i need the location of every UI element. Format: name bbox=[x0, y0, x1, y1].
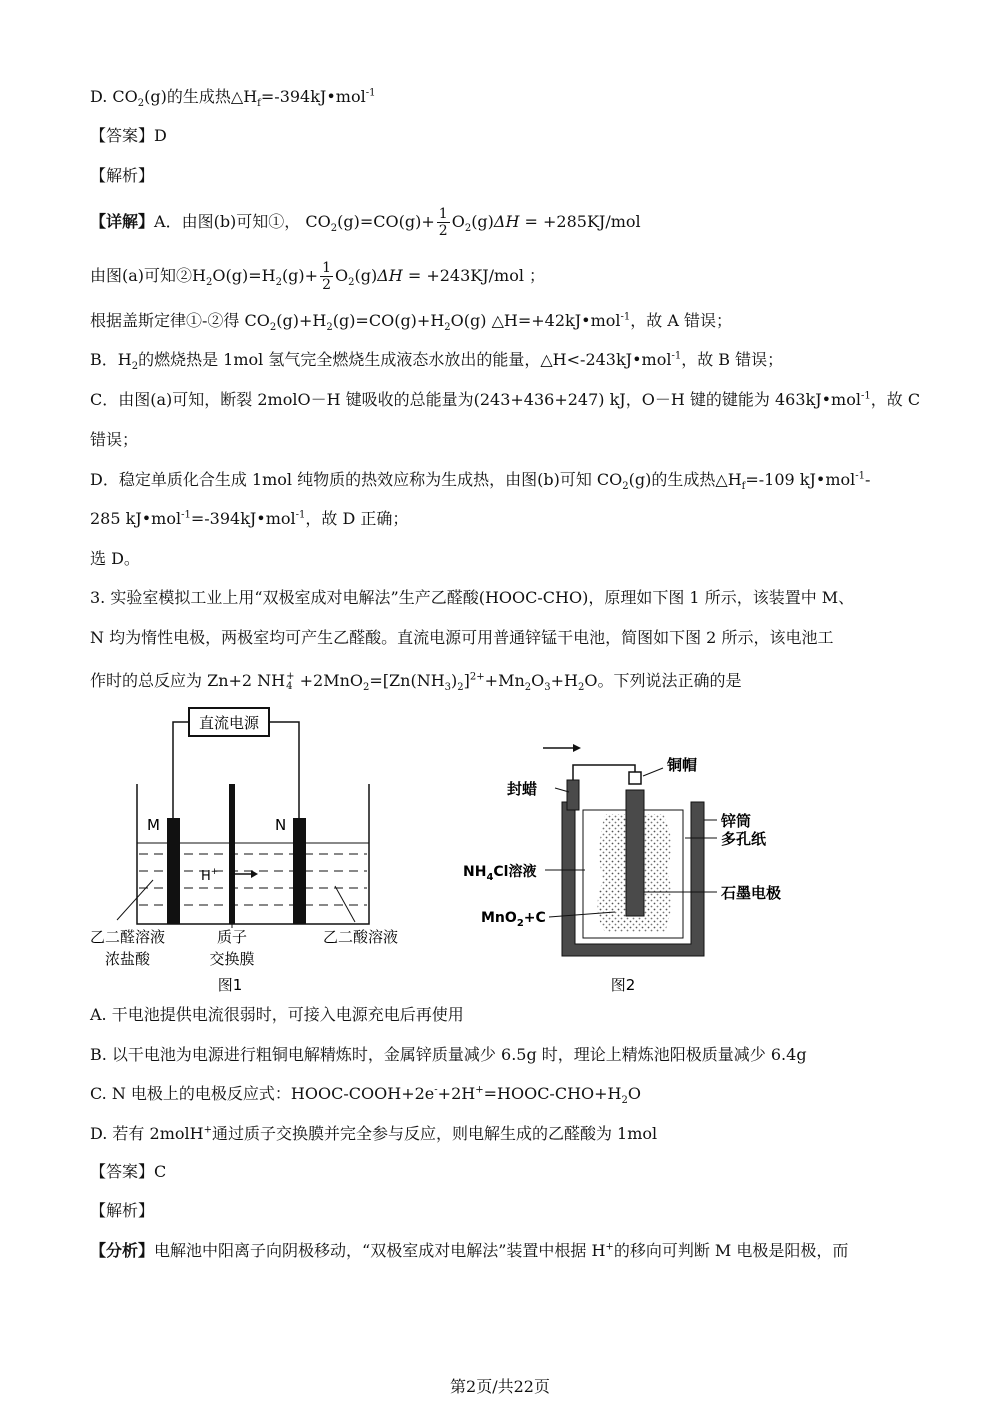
left-wire bbox=[173, 722, 189, 818]
fraction-half: $\frac{1}{2}$ bbox=[322, 260, 331, 293]
label-porous-paper: 多孔纸 bbox=[721, 830, 767, 848]
figure-2-dry-cell-diagram bbox=[455, 740, 815, 1000]
leader-cap bbox=[643, 768, 663, 776]
label-graphite: 石墨电极 bbox=[721, 884, 782, 902]
electrode-n bbox=[293, 818, 306, 924]
proton-exchange-membrane bbox=[229, 784, 235, 924]
label-nh4cl: $NH_4Cl$溶液 bbox=[463, 864, 537, 883]
option-c: C. N 电极上的电极反应式：HOOC-$COOH+2e^-+2H^+=HOOC-CHO+H_2O$ bbox=[90, 1084, 642, 1107]
option-a: A. 干电池提供电流很弱时，可接入电源充电后再使用 bbox=[90, 1005, 464, 1024]
option-d: D. 若有 2molH+通过质子交换膜并完全参与反应，则电解生成的乙醛酸为 1mol bbox=[90, 1124, 658, 1143]
label-wax: 封蜡 bbox=[507, 780, 538, 798]
electrode-m bbox=[167, 818, 180, 924]
detail-a-line3: 根据盖斯定律①-②得 $CO_2(g)+H_2(g)=CO(g)+H_2O(g)$ △H=+42kJ•mol$^{-1}$，故 A 错误； bbox=[90, 311, 732, 334]
power-supply-label: 直流电源 bbox=[198, 714, 260, 732]
page-footer: 第2页/共22页 bbox=[450, 1377, 550, 1396]
detail-b: B．$H_2$的燃烧热是 1mol 氢气完全燃烧生成液态水放出的能量，△H<-243kJ•mol$^{-1}$，故 B 错误； bbox=[90, 350, 784, 373]
label-right-solution: 乙二酸溶液 bbox=[323, 928, 399, 946]
label-mno2: MnO$_2$+C bbox=[481, 910, 546, 929]
label-left-solution: 乙二醛溶液 bbox=[90, 928, 166, 946]
leader-left bbox=[117, 880, 153, 920]
answer-1: 【答案】D bbox=[90, 126, 167, 145]
question-3-line2: N 均为惰性电极，两极室均可产生乙醛酸。直流电源可用普通锌锰干电池，简图如下图 2 所示，该电池工 bbox=[90, 628, 834, 647]
detail-a-line2: 由图(a)可知$②H_2O(g)=H_2(g)+$ $\frac{1}{2}$ $O_2(g)\Delta H = +243KJ/mol$ ； bbox=[90, 260, 546, 293]
detail-c-line1: C．由图(a)可知，断裂 2molO－H 键吸收的总能量为(243+436+247) kJ，O－H 键的键能为 463kJ•mol$^{-1}$，故 C bbox=[90, 390, 921, 409]
label-membrane-2: 交换膜 bbox=[209, 950, 255, 968]
label-m: M bbox=[147, 816, 160, 834]
detail-d-line1: D．稳定单质化合生成 1mol 纯物质的热效应称为生成热，由图(b)可知 $CO_2(g)$的生成热$\triangle H_f=-109$ kJ•mol$^{-1}$- bbox=[90, 470, 871, 493]
detail-c-line2: 错误； bbox=[90, 430, 139, 449]
analyze-paragraph: 【分析】电解池中阳离子向阴极移动，“双极室成对电解法”装置中根据 H+的移向可判断 M 电极是阳极，而 bbox=[90, 1241, 849, 1260]
current-arrowhead bbox=[573, 744, 581, 752]
h-plus-arrowhead bbox=[251, 870, 258, 878]
nh4-ion-index: + 4 bbox=[286, 670, 295, 692]
label-hcl: 浓盐酸 bbox=[105, 950, 151, 968]
analysis-2: 【解析】 bbox=[90, 1201, 155, 1220]
answer-2: 【答案】C bbox=[90, 1162, 167, 1181]
prev-option-d: D. $CO_2(g)$的生成热$\triangle H_f=-394kJ•mol^{-1}$ bbox=[90, 87, 376, 110]
label-zinc-can: 锌筒 bbox=[721, 812, 752, 830]
right-wire bbox=[269, 722, 299, 818]
label-h-plus: H+ bbox=[201, 867, 219, 884]
graphite-rod bbox=[626, 790, 644, 916]
label-n: N bbox=[275, 816, 287, 834]
analysis-1: 【解析】 bbox=[90, 166, 155, 185]
option-b: B. 以干电池为电源进行粗铜电解精炼时，金属锌质量减少 6.5g 时，理论上精炼池阳极质量减少 6.4g bbox=[90, 1045, 807, 1064]
leader-right bbox=[335, 886, 355, 922]
fraction-half: $\frac{1}{2}$ bbox=[438, 206, 448, 239]
figure-1-electrolysis-diagram bbox=[85, 700, 425, 1000]
detail-a-line1: 【详解】A．由图(b)可知①， $CO_2(g)=CO(g)+$ $\frac{1}{2}$ $O_2(g)\Delta H = +285KJ/mol$ bbox=[90, 206, 641, 239]
question-3-line3: 作时的总反应为 Zn+2 NH + 4 $+2MnO_2=[Zn(NH_3)_2]^{2+}+Mn_2O_3+H_2O$。下列说法正确的是 bbox=[90, 670, 742, 694]
wax-seal bbox=[567, 780, 579, 810]
detail-select: 选 D。 bbox=[90, 549, 140, 568]
external-wire bbox=[573, 765, 635, 780]
label-copper-cap: 铜帽 bbox=[667, 756, 698, 774]
figure-2-caption: 图2 bbox=[610, 976, 636, 994]
question-3-line1: 3. 实验室模拟工业上用“双极室成对电解法”生产乙醛酸(HOOC-CHO)，原理如下图 1 所示，该装置中 M、 bbox=[90, 588, 855, 607]
label-membrane-1: 质子 bbox=[216, 928, 248, 946]
copper-cap bbox=[629, 772, 641, 784]
detail-d-line2: 285 kJ•mol$^{-1}$=-394kJ•mol$^{-1}$，故 D 正确； bbox=[90, 509, 409, 528]
figure-1-caption: 图1 bbox=[217, 976, 243, 994]
